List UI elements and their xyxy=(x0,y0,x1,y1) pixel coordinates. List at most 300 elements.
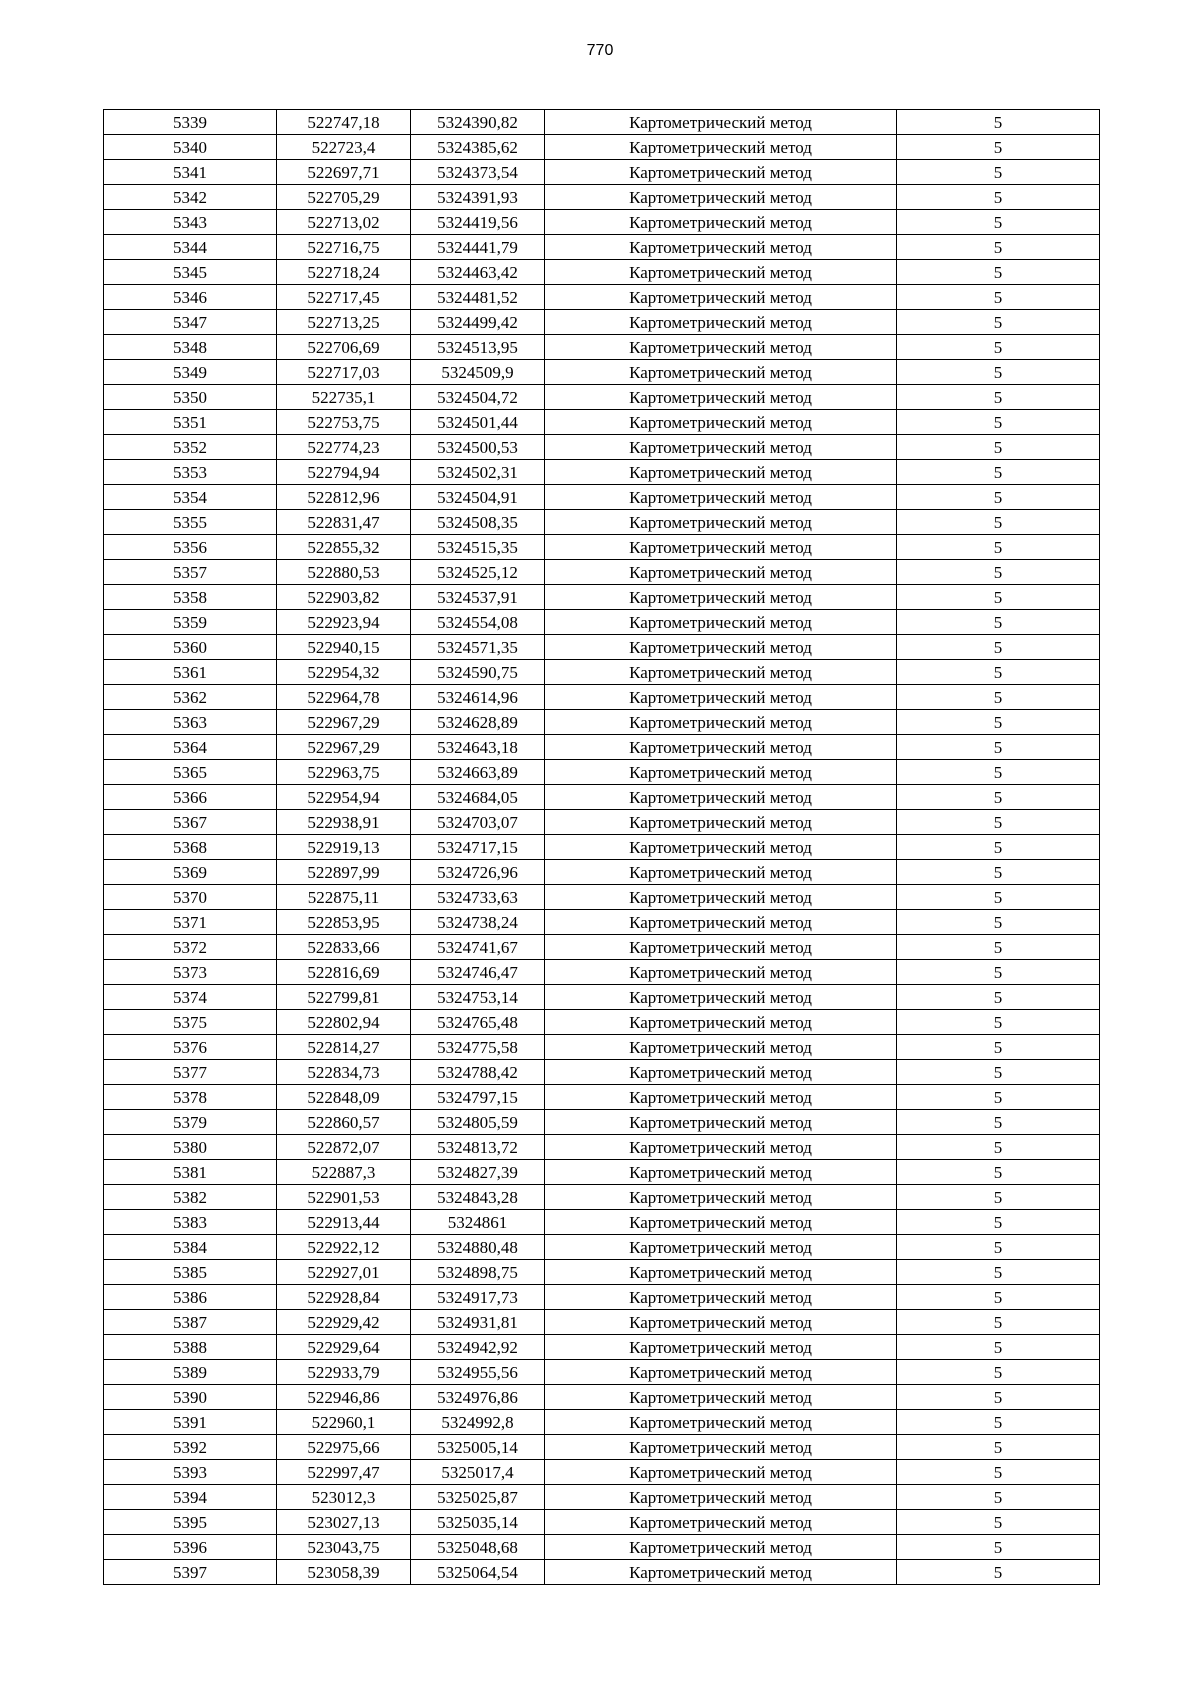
point-number-cell: 5371 xyxy=(104,910,277,935)
x-coordinate-cell: 522799,81 xyxy=(277,985,411,1010)
y-coordinate-cell: 5324590,75 xyxy=(411,660,545,685)
table-row xyxy=(104,1085,1100,1110)
x-coordinate-cell: 523058,39 xyxy=(277,1560,411,1585)
method-cell: Картометрический метод xyxy=(545,1310,897,1335)
table-row xyxy=(104,1210,1100,1235)
y-coordinate-cell: 5325005,14 xyxy=(411,1435,545,1460)
method-cell: Картометрический метод xyxy=(545,1410,897,1435)
table-row xyxy=(104,710,1100,735)
point-number-cell: 5382 xyxy=(104,1185,277,1210)
accuracy-cell: 5 xyxy=(897,235,1100,260)
table-row xyxy=(104,635,1100,660)
table-row xyxy=(104,335,1100,360)
accuracy-cell: 5 xyxy=(897,160,1100,185)
method-cell: Картометрический метод xyxy=(545,1460,897,1485)
table-row xyxy=(104,1460,1100,1485)
point-number-cell: 5365 xyxy=(104,760,277,785)
x-coordinate-cell: 522872,07 xyxy=(277,1135,411,1160)
point-number-cell: 5348 xyxy=(104,335,277,360)
y-coordinate-cell: 5324992,8 xyxy=(411,1410,545,1435)
accuracy-cell: 5 xyxy=(897,585,1100,610)
x-coordinate-cell: 522929,42 xyxy=(277,1310,411,1335)
method-cell: Картометрический метод xyxy=(545,1085,897,1110)
y-coordinate-cell: 5324571,35 xyxy=(411,635,545,660)
y-coordinate-cell: 5324805,59 xyxy=(411,1110,545,1135)
method-cell: Картометрический метод xyxy=(545,410,897,435)
x-coordinate-cell: 522913,44 xyxy=(277,1210,411,1235)
table-row xyxy=(104,1010,1100,1035)
table-row xyxy=(104,935,1100,960)
x-coordinate-cell: 522964,78 xyxy=(277,685,411,710)
x-coordinate-cell: 522833,66 xyxy=(277,935,411,960)
point-number-cell: 5340 xyxy=(104,135,277,160)
method-cell: Картометрический метод xyxy=(545,1210,897,1235)
point-number-cell: 5369 xyxy=(104,860,277,885)
y-coordinate-cell: 5324419,56 xyxy=(411,210,545,235)
accuracy-cell: 5 xyxy=(897,1460,1100,1485)
point-number-cell: 5356 xyxy=(104,535,277,560)
table-row xyxy=(104,185,1100,210)
method-cell: Картометрический метод xyxy=(545,935,897,960)
point-number-cell: 5380 xyxy=(104,1135,277,1160)
accuracy-cell: 5 xyxy=(897,985,1100,1010)
y-coordinate-cell: 5324684,05 xyxy=(411,785,545,810)
table-row xyxy=(104,1260,1100,1285)
y-coordinate-cell: 5324508,35 xyxy=(411,510,545,535)
method-cell: Картометрический метод xyxy=(545,685,897,710)
table-row xyxy=(104,1560,1100,1585)
table-row xyxy=(104,960,1100,985)
y-coordinate-cell: 5325017,4 xyxy=(411,1460,545,1485)
accuracy-cell: 5 xyxy=(897,260,1100,285)
y-coordinate-cell: 5324504,91 xyxy=(411,485,545,510)
point-number-cell: 5388 xyxy=(104,1335,277,1360)
accuracy-cell: 5 xyxy=(897,1310,1100,1335)
table-row xyxy=(104,360,1100,385)
accuracy-cell: 5 xyxy=(897,735,1100,760)
x-coordinate-cell: 522922,12 xyxy=(277,1235,411,1260)
point-number-cell: 5374 xyxy=(104,985,277,1010)
method-cell: Картометрический метод xyxy=(545,785,897,810)
y-coordinate-cell: 5324917,73 xyxy=(411,1285,545,1310)
x-coordinate-cell: 522946,86 xyxy=(277,1385,411,1410)
table-row xyxy=(104,560,1100,585)
x-coordinate-cell: 522723,4 xyxy=(277,135,411,160)
point-number-cell: 5353 xyxy=(104,460,277,485)
table-row xyxy=(104,610,1100,635)
y-coordinate-cell: 5324753,14 xyxy=(411,985,545,1010)
x-coordinate-cell: 522855,32 xyxy=(277,535,411,560)
coordinates-table-body xyxy=(104,110,1100,1585)
accuracy-cell: 5 xyxy=(897,810,1100,835)
accuracy-cell: 5 xyxy=(897,135,1100,160)
table-row xyxy=(104,1035,1100,1060)
method-cell: Картометрический метод xyxy=(545,110,897,135)
method-cell: Картометрический метод xyxy=(545,1560,897,1585)
x-coordinate-cell: 522923,94 xyxy=(277,610,411,635)
accuracy-cell: 5 xyxy=(897,660,1100,685)
x-coordinate-cell: 522933,79 xyxy=(277,1360,411,1385)
method-cell: Картометрический метод xyxy=(545,585,897,610)
accuracy-cell: 5 xyxy=(897,1060,1100,1085)
method-cell: Картометрический метод xyxy=(545,1110,897,1135)
table-row xyxy=(104,785,1100,810)
x-coordinate-cell: 522848,09 xyxy=(277,1085,411,1110)
accuracy-cell: 5 xyxy=(897,1185,1100,1210)
table-row xyxy=(104,1160,1100,1185)
point-number-cell: 5347 xyxy=(104,310,277,335)
x-coordinate-cell: 522960,1 xyxy=(277,1410,411,1435)
point-number-cell: 5383 xyxy=(104,1210,277,1235)
x-coordinate-cell: 522875,11 xyxy=(277,885,411,910)
accuracy-cell: 5 xyxy=(897,935,1100,960)
method-cell: Картометрический метод xyxy=(545,510,897,535)
coordinates-table xyxy=(103,109,1100,1585)
point-number-cell: 5375 xyxy=(104,1010,277,1035)
method-cell: Картометрический метод xyxy=(545,1160,897,1185)
x-coordinate-cell: 522938,91 xyxy=(277,810,411,835)
point-number-cell: 5376 xyxy=(104,1035,277,1060)
y-coordinate-cell: 5324663,89 xyxy=(411,760,545,785)
y-coordinate-cell: 5324515,35 xyxy=(411,535,545,560)
point-number-cell: 5354 xyxy=(104,485,277,510)
table-row xyxy=(104,685,1100,710)
y-coordinate-cell: 5325048,68 xyxy=(411,1535,545,1560)
point-number-cell: 5362 xyxy=(104,685,277,710)
point-number-cell: 5392 xyxy=(104,1435,277,1460)
y-coordinate-cell: 5324898,75 xyxy=(411,1260,545,1285)
method-cell: Картометрический метод xyxy=(545,135,897,160)
table-row xyxy=(104,510,1100,535)
method-cell: Картометрический метод xyxy=(545,760,897,785)
x-coordinate-cell: 522713,02 xyxy=(277,210,411,235)
table-row xyxy=(104,485,1100,510)
x-coordinate-cell: 522963,75 xyxy=(277,760,411,785)
y-coordinate-cell: 5324513,95 xyxy=(411,335,545,360)
y-coordinate-cell: 5324481,52 xyxy=(411,285,545,310)
point-number-cell: 5342 xyxy=(104,185,277,210)
y-coordinate-cell: 5325025,87 xyxy=(411,1485,545,1510)
table-row xyxy=(104,210,1100,235)
y-coordinate-cell: 5324504,72 xyxy=(411,385,545,410)
y-coordinate-cell: 5324976,86 xyxy=(411,1385,545,1410)
y-coordinate-cell: 5325064,54 xyxy=(411,1560,545,1585)
accuracy-cell: 5 xyxy=(897,1035,1100,1060)
accuracy-cell: 5 xyxy=(897,910,1100,935)
table-row xyxy=(104,1060,1100,1085)
table-row xyxy=(104,1410,1100,1435)
point-number-cell: 5361 xyxy=(104,660,277,685)
method-cell: Картометрический метод xyxy=(545,1185,897,1210)
x-coordinate-cell: 522967,29 xyxy=(277,710,411,735)
accuracy-cell: 5 xyxy=(897,885,1100,910)
x-coordinate-cell: 522718,24 xyxy=(277,260,411,285)
y-coordinate-cell: 5324955,56 xyxy=(411,1360,545,1385)
point-number-cell: 5377 xyxy=(104,1060,277,1085)
y-coordinate-cell: 5324726,96 xyxy=(411,860,545,885)
accuracy-cell: 5 xyxy=(897,1010,1100,1035)
x-coordinate-cell: 523027,13 xyxy=(277,1510,411,1535)
accuracy-cell: 5 xyxy=(897,560,1100,585)
method-cell: Картометрический метод xyxy=(545,660,897,685)
accuracy-cell: 5 xyxy=(897,860,1100,885)
y-coordinate-cell: 5325035,14 xyxy=(411,1510,545,1535)
table-row xyxy=(104,1335,1100,1360)
point-number-cell: 5352 xyxy=(104,435,277,460)
x-coordinate-cell: 522697,71 xyxy=(277,160,411,185)
y-coordinate-cell: 5324741,67 xyxy=(411,935,545,960)
method-cell: Картометрический метод xyxy=(545,535,897,560)
y-coordinate-cell: 5324738,24 xyxy=(411,910,545,935)
table-row xyxy=(104,1485,1100,1510)
method-cell: Картометрический метод xyxy=(545,460,897,485)
y-coordinate-cell: 5324628,89 xyxy=(411,710,545,735)
method-cell: Картометрический метод xyxy=(545,435,897,460)
method-cell: Картометрический метод xyxy=(545,810,897,835)
method-cell: Картометрический метод xyxy=(545,335,897,360)
x-coordinate-cell: 522794,94 xyxy=(277,460,411,485)
x-coordinate-cell: 522901,53 xyxy=(277,1185,411,1210)
table-row xyxy=(104,1185,1100,1210)
accuracy-cell: 5 xyxy=(897,835,1100,860)
y-coordinate-cell: 5324501,44 xyxy=(411,410,545,435)
table-row xyxy=(104,1135,1100,1160)
method-cell: Картометрический метод xyxy=(545,1485,897,1510)
x-coordinate-cell: 522903,82 xyxy=(277,585,411,610)
accuracy-cell: 5 xyxy=(897,1135,1100,1160)
table-row xyxy=(104,460,1100,485)
table-row xyxy=(104,310,1100,335)
x-coordinate-cell: 522717,45 xyxy=(277,285,411,310)
point-number-cell: 5359 xyxy=(104,610,277,635)
y-coordinate-cell: 5324502,31 xyxy=(411,460,545,485)
x-coordinate-cell: 522812,96 xyxy=(277,485,411,510)
x-coordinate-cell: 522927,01 xyxy=(277,1260,411,1285)
y-coordinate-cell: 5324463,42 xyxy=(411,260,545,285)
accuracy-cell: 5 xyxy=(897,760,1100,785)
point-number-cell: 5368 xyxy=(104,835,277,860)
point-number-cell: 5385 xyxy=(104,1260,277,1285)
method-cell: Картометрический метод xyxy=(545,1335,897,1360)
accuracy-cell: 5 xyxy=(897,960,1100,985)
point-number-cell: 5345 xyxy=(104,260,277,285)
table-row xyxy=(104,135,1100,160)
method-cell: Картометрический метод xyxy=(545,1260,897,1285)
table-row xyxy=(104,1310,1100,1335)
accuracy-cell: 5 xyxy=(897,610,1100,635)
x-coordinate-cell: 522954,32 xyxy=(277,660,411,685)
table-row xyxy=(104,110,1100,135)
method-cell: Картометрический метод xyxy=(545,185,897,210)
x-coordinate-cell: 522716,75 xyxy=(277,235,411,260)
y-coordinate-cell: 5324537,91 xyxy=(411,585,545,610)
point-number-cell: 5389 xyxy=(104,1360,277,1385)
point-number-cell: 5394 xyxy=(104,1485,277,1510)
method-cell: Картометрический метод xyxy=(545,485,897,510)
y-coordinate-cell: 5324703,07 xyxy=(411,810,545,835)
x-coordinate-cell: 522717,03 xyxy=(277,360,411,385)
y-coordinate-cell: 5324880,48 xyxy=(411,1235,545,1260)
method-cell: Картометрический метод xyxy=(545,1060,897,1085)
point-number-cell: 5396 xyxy=(104,1535,277,1560)
x-coordinate-cell: 523043,75 xyxy=(277,1535,411,1560)
accuracy-cell: 5 xyxy=(897,535,1100,560)
method-cell: Картометрический метод xyxy=(545,610,897,635)
x-coordinate-cell: 522747,18 xyxy=(277,110,411,135)
accuracy-cell: 5 xyxy=(897,1535,1100,1560)
x-coordinate-cell: 522897,99 xyxy=(277,860,411,885)
x-coordinate-cell: 523012,3 xyxy=(277,1485,411,1510)
point-number-cell: 5370 xyxy=(104,885,277,910)
table-row xyxy=(104,1510,1100,1535)
x-coordinate-cell: 522954,94 xyxy=(277,785,411,810)
accuracy-cell: 5 xyxy=(897,210,1100,235)
method-cell: Картометрический метод xyxy=(545,710,897,735)
method-cell: Картометрический метод xyxy=(545,560,897,585)
point-number-cell: 5350 xyxy=(104,385,277,410)
point-number-cell: 5390 xyxy=(104,1385,277,1410)
accuracy-cell: 5 xyxy=(897,510,1100,535)
accuracy-cell: 5 xyxy=(897,410,1100,435)
method-cell: Картометрический метод xyxy=(545,285,897,310)
y-coordinate-cell: 5324500,53 xyxy=(411,435,545,460)
table-row xyxy=(104,235,1100,260)
x-coordinate-cell: 522940,15 xyxy=(277,635,411,660)
point-number-cell: 5367 xyxy=(104,810,277,835)
x-coordinate-cell: 522853,95 xyxy=(277,910,411,935)
method-cell: Картометрический метод xyxy=(545,885,897,910)
method-cell: Картометрический метод xyxy=(545,1535,897,1560)
y-coordinate-cell: 5324813,72 xyxy=(411,1135,545,1160)
accuracy-cell: 5 xyxy=(897,685,1100,710)
x-coordinate-cell: 522706,69 xyxy=(277,335,411,360)
accuracy-cell: 5 xyxy=(897,310,1100,335)
method-cell: Картометрический метод xyxy=(545,235,897,260)
x-coordinate-cell: 522928,84 xyxy=(277,1285,411,1310)
table-row xyxy=(104,1385,1100,1410)
table-row xyxy=(104,160,1100,185)
method-cell: Картометрический метод xyxy=(545,160,897,185)
point-number-cell: 5339 xyxy=(104,110,277,135)
table-row xyxy=(104,1435,1100,1460)
table-row xyxy=(104,1110,1100,1135)
y-coordinate-cell: 5324931,81 xyxy=(411,1310,545,1335)
table-row xyxy=(104,1535,1100,1560)
y-coordinate-cell: 5324746,47 xyxy=(411,960,545,985)
point-number-cell: 5349 xyxy=(104,360,277,385)
point-number-cell: 5387 xyxy=(104,1310,277,1335)
accuracy-cell: 5 xyxy=(897,460,1100,485)
accuracy-cell: 5 xyxy=(897,1160,1100,1185)
x-coordinate-cell: 522753,75 xyxy=(277,410,411,435)
x-coordinate-cell: 522774,23 xyxy=(277,435,411,460)
x-coordinate-cell: 522887,3 xyxy=(277,1160,411,1185)
y-coordinate-cell: 5324441,79 xyxy=(411,235,545,260)
table-row xyxy=(104,760,1100,785)
x-coordinate-cell: 522735,1 xyxy=(277,385,411,410)
method-cell: Картометрический метод xyxy=(545,1235,897,1260)
x-coordinate-cell: 522802,94 xyxy=(277,1010,411,1035)
table-row xyxy=(104,1285,1100,1310)
method-cell: Картометрический метод xyxy=(545,210,897,235)
x-coordinate-cell: 522919,13 xyxy=(277,835,411,860)
table-row xyxy=(104,1235,1100,1260)
accuracy-cell: 5 xyxy=(897,1510,1100,1535)
y-coordinate-cell: 5324614,96 xyxy=(411,685,545,710)
table-row xyxy=(104,410,1100,435)
accuracy-cell: 5 xyxy=(897,1385,1100,1410)
y-coordinate-cell: 5324717,15 xyxy=(411,835,545,860)
point-number-cell: 5386 xyxy=(104,1285,277,1310)
table-row xyxy=(104,660,1100,685)
table-row xyxy=(104,835,1100,860)
method-cell: Картометрический метод xyxy=(545,910,897,935)
y-coordinate-cell: 5324942,92 xyxy=(411,1335,545,1360)
accuracy-cell: 5 xyxy=(897,1210,1100,1235)
x-coordinate-cell: 522816,69 xyxy=(277,960,411,985)
point-number-cell: 5393 xyxy=(104,1460,277,1485)
method-cell: Картометрический метод xyxy=(545,1010,897,1035)
method-cell: Картометрический метод xyxy=(545,310,897,335)
method-cell: Картометрический метод xyxy=(545,860,897,885)
accuracy-cell: 5 xyxy=(897,1260,1100,1285)
accuracy-cell: 5 xyxy=(897,1235,1100,1260)
y-coordinate-cell: 5324554,08 xyxy=(411,610,545,635)
accuracy-cell: 5 xyxy=(897,110,1100,135)
point-number-cell: 5341 xyxy=(104,160,277,185)
y-coordinate-cell: 5324797,15 xyxy=(411,1085,545,1110)
point-number-cell: 5379 xyxy=(104,1110,277,1135)
table-row xyxy=(104,1360,1100,1385)
accuracy-cell: 5 xyxy=(897,785,1100,810)
method-cell: Картометрический метод xyxy=(545,835,897,860)
point-number-cell: 5358 xyxy=(104,585,277,610)
accuracy-cell: 5 xyxy=(897,335,1100,360)
accuracy-cell: 5 xyxy=(897,1110,1100,1135)
point-number-cell: 5395 xyxy=(104,1510,277,1535)
accuracy-cell: 5 xyxy=(897,435,1100,460)
accuracy-cell: 5 xyxy=(897,385,1100,410)
accuracy-cell: 5 xyxy=(897,1335,1100,1360)
accuracy-cell: 5 xyxy=(897,1485,1100,1510)
accuracy-cell: 5 xyxy=(897,1085,1100,1110)
accuracy-cell: 5 xyxy=(897,185,1100,210)
y-coordinate-cell: 5324733,63 xyxy=(411,885,545,910)
y-coordinate-cell: 5324788,42 xyxy=(411,1060,545,1085)
method-cell: Картометрический метод xyxy=(545,1035,897,1060)
table-row xyxy=(104,585,1100,610)
y-coordinate-cell: 5324499,42 xyxy=(411,310,545,335)
table-row xyxy=(104,885,1100,910)
method-cell: Картометрический метод xyxy=(545,1135,897,1160)
method-cell: Картометрический метод xyxy=(545,635,897,660)
method-cell: Картометрический метод xyxy=(545,735,897,760)
point-number-cell: 5378 xyxy=(104,1085,277,1110)
table-row xyxy=(104,385,1100,410)
table-row xyxy=(104,810,1100,835)
point-number-cell: 5363 xyxy=(104,710,277,735)
method-cell: Картометрический метод xyxy=(545,1360,897,1385)
method-cell: Картометрический метод xyxy=(545,260,897,285)
x-coordinate-cell: 522975,66 xyxy=(277,1435,411,1460)
y-coordinate-cell: 5324843,28 xyxy=(411,1185,545,1210)
accuracy-cell: 5 xyxy=(897,1435,1100,1460)
method-cell: Картометрический метод xyxy=(545,385,897,410)
method-cell: Картометрический метод xyxy=(545,1385,897,1410)
x-coordinate-cell: 522997,47 xyxy=(277,1460,411,1485)
point-number-cell: 5384 xyxy=(104,1235,277,1260)
point-number-cell: 5381 xyxy=(104,1160,277,1185)
